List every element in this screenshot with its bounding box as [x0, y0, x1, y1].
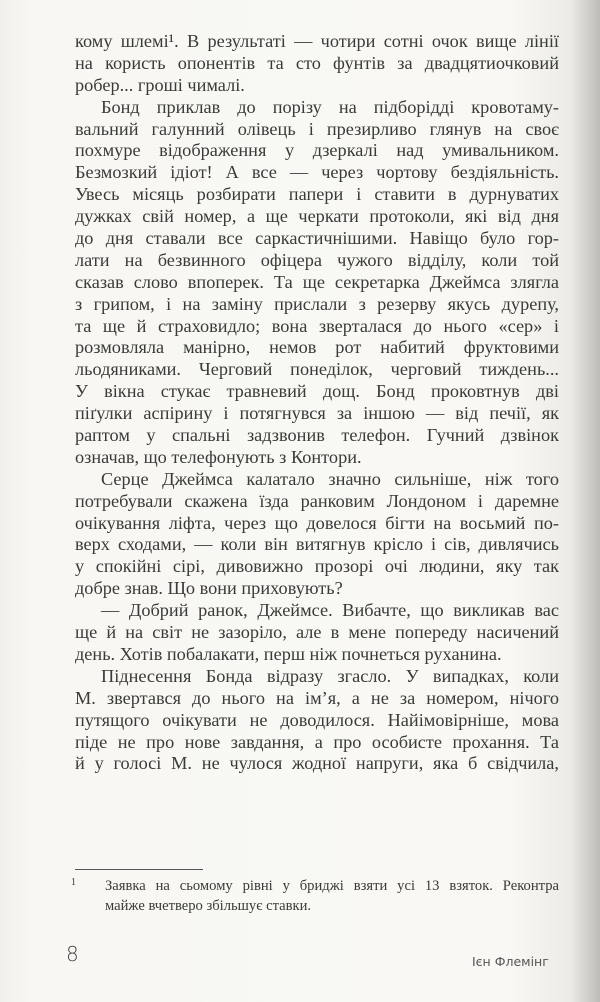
body-text [75, 31, 559, 775]
text-line: до дня ставали все саркастичнішими. Навіщо було гор- [75, 228, 559, 249]
text-line: майже вчетверо збільшує ставки. [105, 898, 312, 914]
text-line: піде не про нове завдання, а про особисте прохання. Та [75, 731, 559, 752]
text-line: на користь опонентів та сто фунтів за двадцятиочковий [75, 52, 559, 73]
text-line: потребували скажена їзда ранковим Лондоном і даремне [75, 490, 559, 511]
text-line: та ще й страховидло; вона зверталася до нього «сер» і [75, 315, 559, 336]
footnote-marker: 1 [71, 877, 76, 888]
text-line: лати на безвинного офіцера чужого відділу, коли той [75, 249, 559, 270]
text-line: верх сходами, — коли він витягнув крісло і сів, дивлячись [75, 534, 559, 555]
text-line: сказав слово впоперек. Та ще секретарка Джеймса злягла [75, 271, 559, 292]
text-line: вальний галунний олівець і презирливо глянув на своє [75, 118, 559, 139]
text-line: кому шлемі¹. В результаті — чотири сотні очок вище лінії [75, 31, 559, 51]
running-footer-author: Ієн Флемінг [472, 954, 549, 969]
text-line: М. звертався до нього на ім’я, а не за номером, нічого [75, 687, 559, 708]
text-line: раптом у спальні задзвонив телефон. Гучний дзвінок [75, 425, 559, 446]
page-number: 8 [66, 942, 79, 966]
text-line: ще й на світ не зазоріло, але в мене попереду насичений [75, 622, 559, 643]
text-line: путящого очікувати не доводилося. Найімовірніше, мова [75, 709, 559, 730]
text-line: з грипом, і на заміну прислали з резерву якусь дурепу, [75, 293, 559, 314]
text-line: Серце Джеймса калатало значно сильніше, ніж того [101, 468, 559, 489]
text-line: Піднесення Бонда відразу згасло. У випадках, коли [101, 665, 559, 686]
text-line: у спокійні сірі, дивовижно прозорі очі людини, яку так [75, 556, 559, 577]
text-line: Бонд приклав до порізу на підборідді кровотаму- [101, 96, 559, 117]
text-line: робер... гроші чималі. [75, 74, 245, 95]
footnote-divider [75, 869, 203, 870]
text-line: й у голосі М. не чулося жодної напруги, яка б свідчила, [75, 753, 559, 774]
text-line: очікування ліфта, через що довелося бігти на восьмий по- [75, 512, 559, 533]
text-line: піґулки аспірину і потягнувся за іншою — від печії, як [75, 403, 559, 424]
text-line: — Добрий ранок, Джеймсе. Вибачте, що викликав вас [101, 600, 559, 621]
text-line: У вікна стукає травневий дощ. Бонд проковтнув дві [75, 381, 559, 402]
text-line: Увесь місяць розбирати папери і ставити в дурнуватих [75, 184, 559, 205]
text-line: похмуре відображення у дзеркалі над умивальником. [75, 140, 559, 161]
text-line: Заявка на сьомому рівні у бриджі взяти усі 13 взяток. Реконтра [105, 878, 559, 894]
text-line: льодяниками. Черговий понеділок, черговий тиждень... [75, 359, 559, 380]
text-line: Безмозкий ідіот! А все — через чортову бездіяльність. [75, 162, 559, 183]
text-line: означав, що телефонують з Контори. [75, 446, 362, 467]
text-line: день. Хотів побалакати, перш ніж почнеться руханина. [75, 643, 502, 664]
text-line: добре знав. Що вони приховують? [75, 578, 343, 599]
text-line: розмовляла манірно, немов рот набитий фруктовими [75, 337, 559, 358]
footnote-text [105, 876, 559, 916]
text-line: дужках свій номер, а ще черкати протоколи, які від дня [75, 206, 559, 227]
